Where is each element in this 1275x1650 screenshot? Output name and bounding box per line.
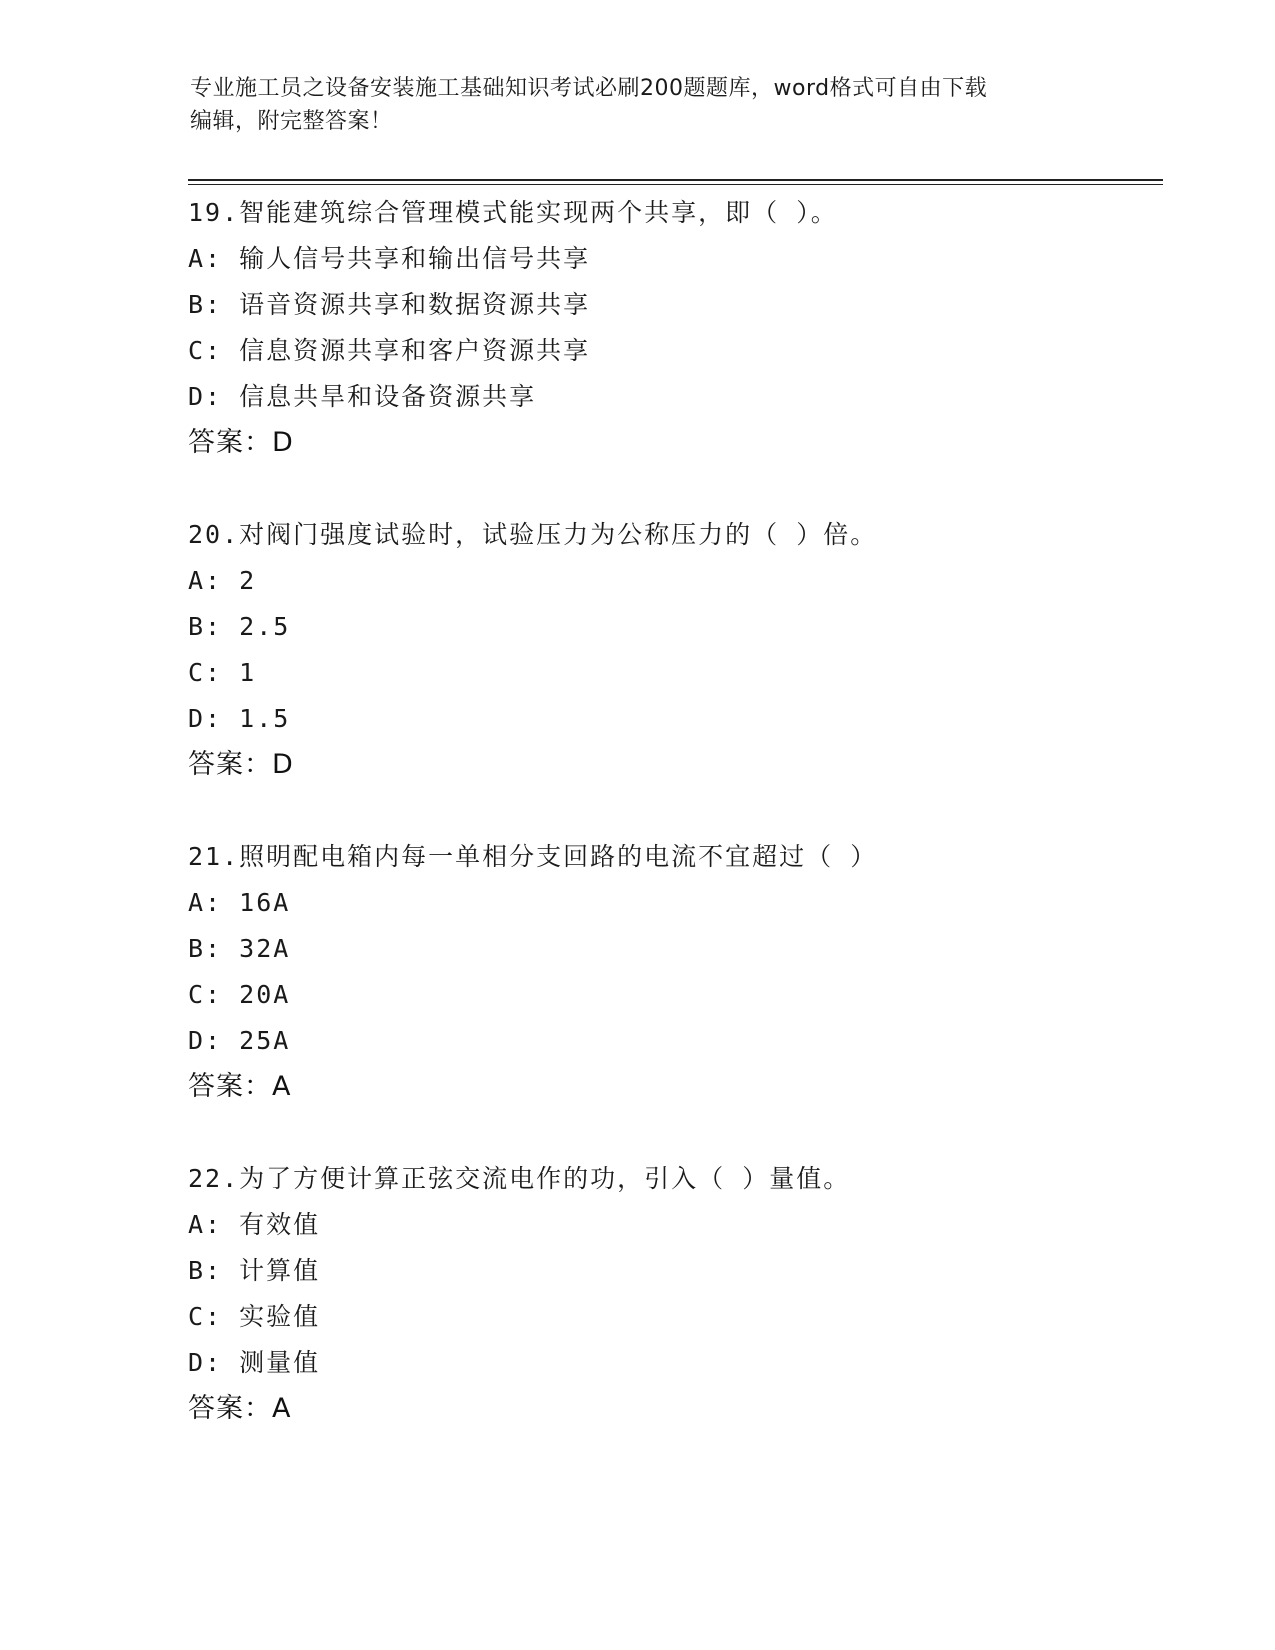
question-stem: 20.对阀门强度试验时，试验压力为公称压力的（ ）倍。 <box>188 520 878 549</box>
header-title-line-2: 编辑，附完整答案！ <box>190 109 393 134</box>
question-spacer <box>188 1110 1148 1156</box>
option-b: B: 32A <box>188 934 291 963</box>
question-list <box>188 190 1148 1432</box>
option-d: D: 信息共旱和设备资源共享 <box>188 382 537 411</box>
option-d: D: 1.5 <box>188 704 291 733</box>
option-c: C: 20A <box>188 980 291 1009</box>
question-21 <box>188 834 1148 1110</box>
option-a: A: 输人信号共享和输出信号共享 <box>188 244 591 273</box>
option-d: D: 测量值 <box>188 1348 321 1377</box>
header-divider-thick <box>188 179 1163 181</box>
option-a: A: 16A <box>188 888 291 917</box>
question-20 <box>188 512 1148 788</box>
option-b: B: 计算值 <box>188 1256 321 1285</box>
option-d: D: 25A <box>188 1026 291 1055</box>
answer-line: 答案：D <box>188 749 294 780</box>
question-19 <box>188 190 1148 466</box>
question-spacer <box>188 466 1148 512</box>
document-header <box>190 72 1090 138</box>
answer-line: 答案：A <box>188 1071 292 1102</box>
option-b: B: 2.5 <box>188 612 291 641</box>
header-title-line-1: 专业施工员之设备安装施工基础知识考试必刷200题题库，word格式可自由下载 <box>190 76 988 101</box>
option-c: C: 实验值 <box>188 1302 321 1331</box>
option-c: C: 信息资源共享和客户资源共享 <box>188 336 591 365</box>
answer-line: 答案：A <box>188 1393 292 1424</box>
question-stem: 19.智能建筑综合管理模式能实现两个共享，即（ ）。 <box>188 198 838 227</box>
question-spacer <box>188 788 1148 834</box>
option-c: C: 1 <box>188 658 257 687</box>
question-22 <box>188 1156 1148 1432</box>
option-b: B: 语音资源共享和数据资源共享 <box>188 290 591 319</box>
option-a: A: 有效值 <box>188 1210 321 1239</box>
question-stem: 22.为了方便计算正弦交流电作的功，引入（ ）量值。 <box>188 1164 851 1193</box>
header-divider-thin <box>188 184 1163 185</box>
option-a: A: 2 <box>188 566 257 595</box>
answer-line: 答案：D <box>188 427 294 458</box>
question-stem: 21.照明配电箱内每一单相分支回路的电流不宜超过（ ） <box>188 842 878 871</box>
